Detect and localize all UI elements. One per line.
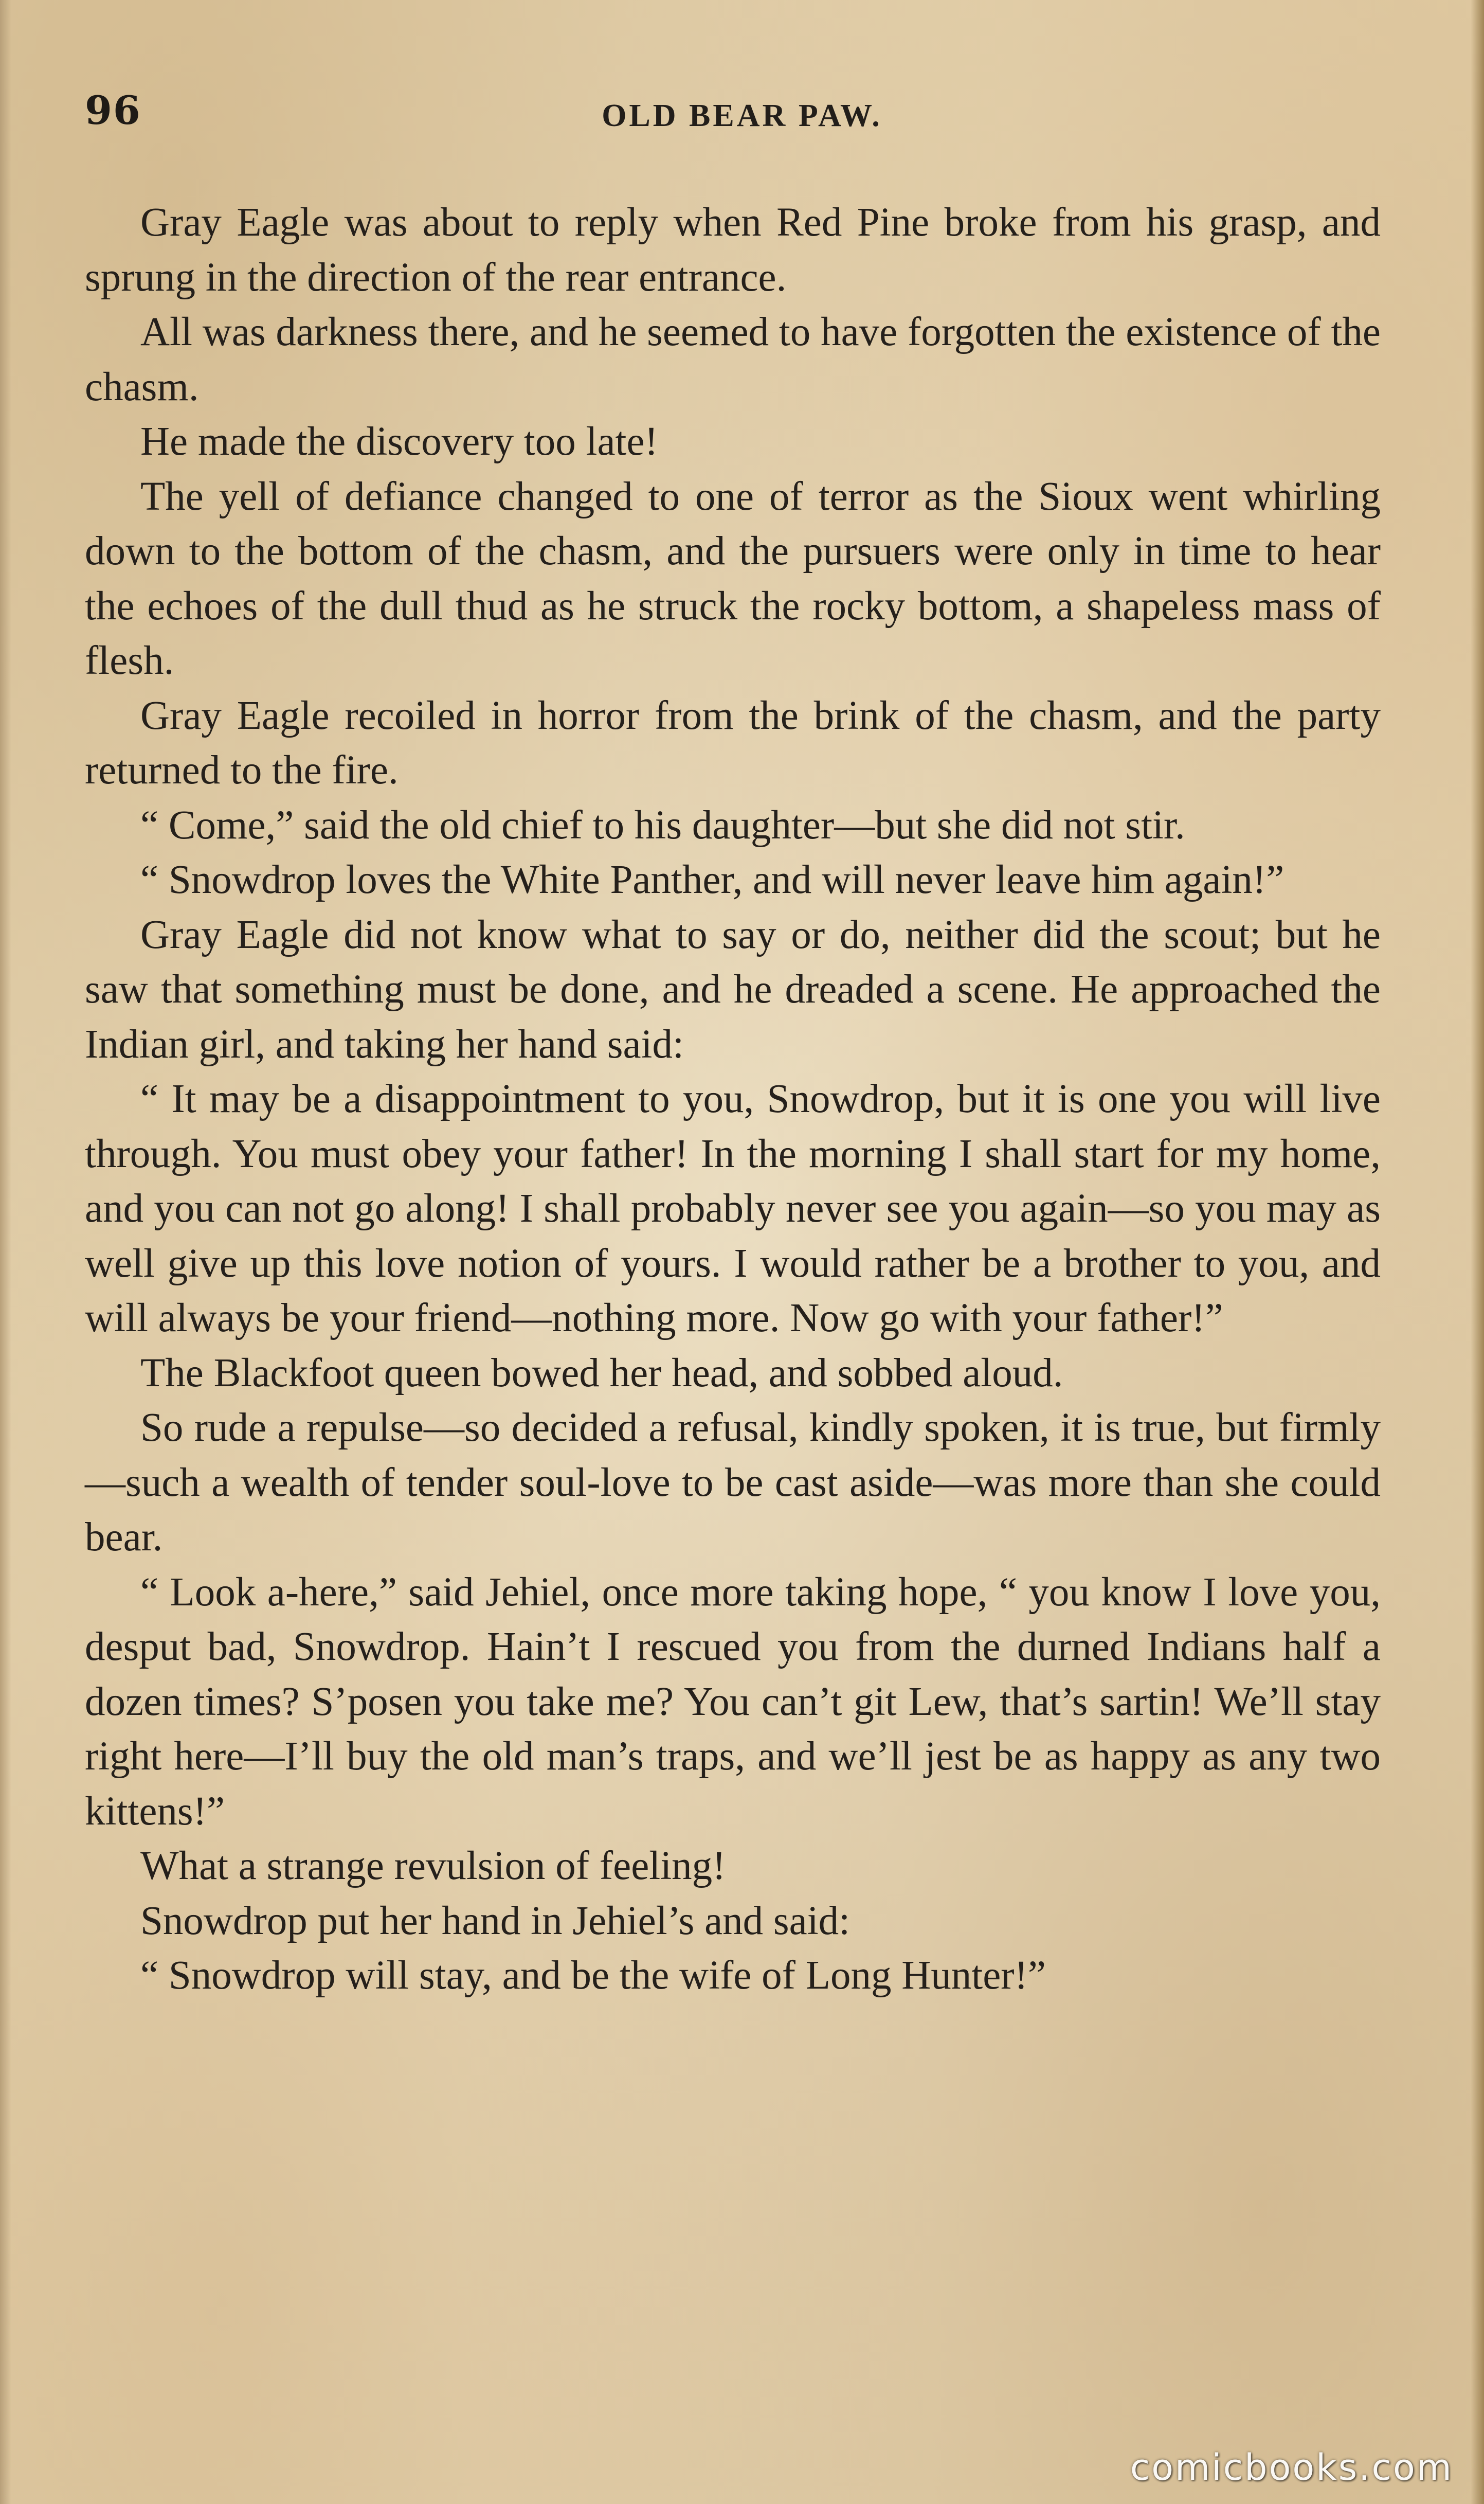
paragraph: “ Look a-here,” said Jehiel, once more taking hope, “ you know I love you, desput bad, Snowdrop. Hain’t I rescued you from the durned Indians half a dozen times? S’posen you take me? You can’t git Lew, that’s sartin! We’ll stay right here—I’ll buy the old man’s traps, and we’ll jest be as happy as any two kittens!” — [85, 1569, 1381, 1834]
paragraph: What a strange revulsion of feeling! — [140, 1844, 726, 1888]
paragraph: All was darkness there, and he seemed to have forgotten the existence of the chasm. — [85, 310, 1381, 409]
paragraph: “ It may be a disappointment to you, Snowdrop, but it is one you will live through. You must obey your father! In the morning I shall start for my home, and you can not go along! I shall probably never see you again—so you may as well give up this love notion of yours. I would rather be a brother to you, and will always be your friend—nothing more. Now go with your father!” — [85, 1077, 1381, 1340]
paragraph: The yell of defiance changed to one of terror as the Sioux went whirling down to the bottom of the chasm, and the pursuers were only in time to hear the echoes of the dull thud as he struck the rocky bottom, a shapeless mass of flesh. — [85, 474, 1381, 683]
page-right-edge — [1471, 0, 1484, 2504]
paragraph: Gray Eagle was about to reply when Red Pine broke from his grasp, and sprung in the direction of the rear entrance. — [85, 200, 1381, 300]
paragraph: Gray Eagle recoiled in horror from the brink of the chasm, and the party returned to the fire. — [85, 693, 1381, 793]
paragraph: “ Come,” said the old chief to his daughter—but she did not stir. — [140, 802, 1185, 848]
page-left-edge — [0, 0, 11, 2504]
paragraph: The Blackfoot queen bowed her head, and sobbed aloud. — [140, 1350, 1063, 1396]
paragraph: “ Snowdrop will stay, and be the wife of Long Hunter!” — [140, 1953, 1046, 1998]
page-number: 96 — [85, 87, 141, 133]
paragraph: Gray Eagle did not know what to say or do, neither did the scout; but he saw that something must be done, and he dreaded a scene. He approached the Indian girl, and taking her hand said: — [85, 912, 1381, 1067]
paragraph: He made the discovery too late! — [140, 419, 658, 464]
paragraph: Snowdrop put her hand in Jehiel’s and said: — [140, 1898, 850, 1943]
running-head: OLD BEAR PAW. — [602, 98, 882, 133]
paragraph: So rude a repulse—so decided a refusal, kindly spoken, it is true, but firmly—such a wealth of tender soul-love to be cast aside—was more than she could bear. — [85, 1405, 1381, 1560]
body-text — [85, 195, 1381, 2004]
watermark-text: comicbooks.com — [1130, 2446, 1453, 2489]
paragraph: “ Snowdrop loves the White Panther, and will never leave him again!” — [140, 857, 1284, 902]
